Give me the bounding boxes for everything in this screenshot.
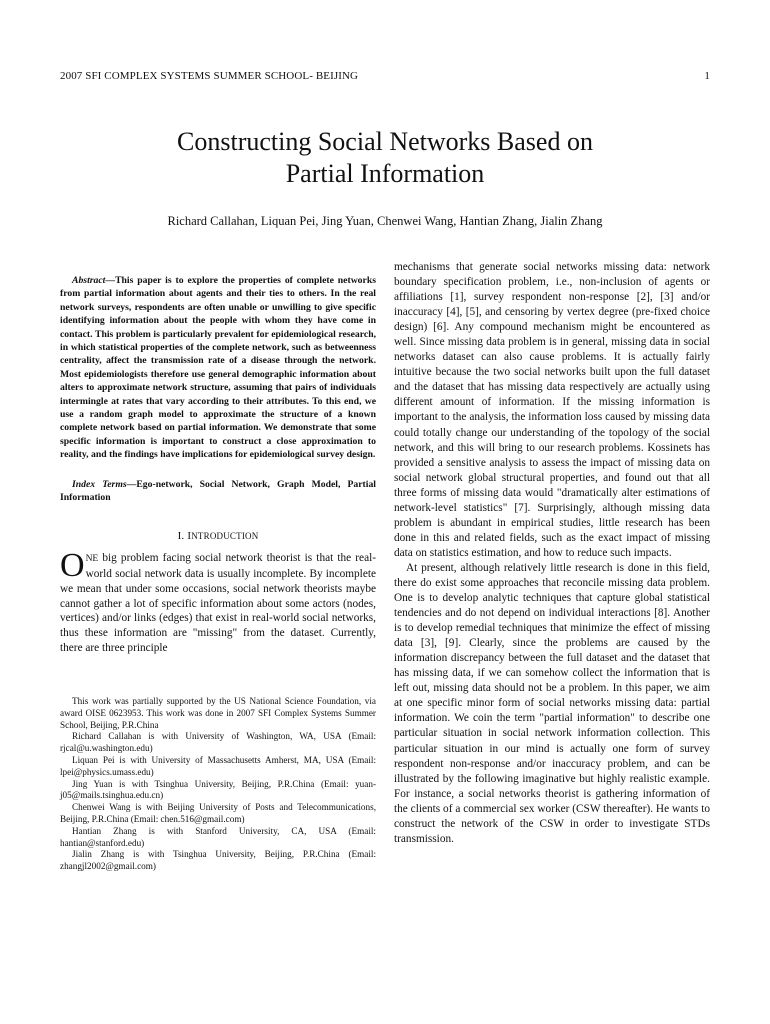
page-number: 1 [704,70,710,82]
running-title: 2007 SFI COMPLEX SYSTEMS SUMMER SCHOOL- BEIJING [60,70,359,82]
section-heading-initial: I [187,529,192,542]
introduction-paragraph [60,547,376,656]
body-paragraph: mechanisms that generate social networks missing data: network boundary specification problem, i.e., non-inclusion of agents or affiliations [1], survey respondent non-response [2], [3] and/or inaccuracy [4], [5], and censoring by vertex degree (pre-fixed choice design) [6]. Any compound mechanism might be encountered as well. Since missing data problem is in general, missing data in social networks dataset can also cause problems. It is actually fairly intuitive because the two social networks built upon the full dataset and the dataset that has missing data respectively are actually using different amount of information. If the missing information is important to the analysis, the information loss caused by missing data could totally change our understanding of the topology of the social network, and this will bring to our research problems. Kossinets has provided a sensitive analysis to assess the impact of missing data on social network global structural properties, and found out that all three forms of missing data would "dramatically alter estimations of network-level statistics" [7]. Surprisingly, although missing data problem is abundant in empirical studies, little research has been done in this and related fields, such as the exact impact of missing data on statistics estimation, and how to reduce such impacts. [394,261,710,559]
abstract-text: —This paper is to explore the properties of complete networks from partial information about agents and their ties to others. In the real network surveys, respondents are often unable or unwilling to give specific identifying information about the people with whom they have come in contact. This problem is particularly prevalent for epidemiological research, in which statistical properties of the complete network, such as betweenness centrality, affect the transmission rate of a disease through the network. Most epidemiologists therefore use general demographic information about alters to approximate network structure, assuming that pairs of individuals intermingle at rates that vary according to their attributes. To this end, we use a random graph model to approximate the structure of a known complete network based on partial information. We demonstrate that some specific information is important to construct a close approximation to reality, and the findings have implications for epidemiological survey design. [60,275,376,461]
index-terms-label: Index Terms [72,478,127,490]
footnote-author-callahan: Richard Callahan is with University of Washington, WA, USA (Email: rjcal@u.washington.edu) [60,731,376,754]
author-list: Richard Callahan, Liquan Pei, Jing Yuan, Chenwei Wang, Hantian Zhang, Jialin Zhang [167,214,603,228]
drop-cap: O [60,547,85,585]
footnote-author-jialin-zhang: Jialin Zhang is with Tsinghua University, Beijing, P.R.China (Email: zhangjl2002@gmail.com) [60,849,376,872]
title-line-1: Constructing Social Networks Based on [177,127,593,156]
right-column [394,260,710,847]
index-terms [60,478,376,505]
body-paragraph: At present, although relatively little research is done in this field, there do exist some approaches that reconcile missing data problem. One is to develop analytic techniques that capture global statistical tendencies and do not depend on individual interactions [8]. Another is to develop remedial techniques that minimize the effect of missing data [3], [9]. Clearly, since the problems are caused by the information discrepancy between the full dataset and the dataset that has missing data, if we can somehow collect the information that is left out, missing data should not be a problem. In this paper, we aim at one specific minor form of social networks missing data: partial information. We coin the term "partial information" to describe one particular situation in social network information collection. This particular situation in our mind is actually one form of survey respondent non-response and/or inaccuracy problem, and can be illustrated by the following imaginative but highly realistic example. For instance, a social networks theorist is gathering information of the clients of a commercial sex worker (CSW thereafter). He wants to construct the network of the CSW in order to investigate STDs transmission. [394,561,710,845]
section-heading-rest: NTRODUCTION [191,530,259,541]
lead-caps: NE [85,554,99,565]
paper-title [60,126,710,190]
footnote-author-pei: Liquan Pei is with University of Massachusetts Amherst, MA, USA (Email: lpei@physics.umass.edu) [60,754,376,777]
section-numeral: I. [177,529,185,542]
section-heading-introduction [60,529,376,544]
footnote-author-yuan: Jing Yuan is with Tsinghua University, Beijing, P.R.China (Email: yuan-j05@mails.tsinghua.edu.cn) [60,778,376,801]
title-line-2: Partial Information [285,159,485,188]
left-column [60,274,376,656]
abstract [60,274,376,462]
footnotes [60,696,376,873]
footnote-funding: This work was partially supported by the US National Science Foundation, via award OISE 0623953. This work was done in 2007 SFI Complex Systems Summer School, Beijing, P.R.China [60,696,376,730]
abstract-label: Abstract [72,275,106,286]
footnote-author-wang: Chenwei Wang is with Beijing University of Posts and Telecommunications, Beijing, P.R.China (Email: chen.516@gmail.com) [60,802,376,824]
introduction-text: big problem facing social network theorist is that the real-world social network data is usually incomplete. By incomplete we mean that under some occasions, social network theorists maybe cannot gather a lot of specific information about some actors (nodes, vertices) and/or links (edges) that exist in real-world social networks, thus these information are "missing" from the dataset. Currently, there are three principle [60,552,376,655]
index-terms-text: —Ego-network, Social Network, Graph Model, Partial Information [60,478,376,504]
footnote-author-hantian-zhang: Hantian Zhang is with Stanford University, CA, USA (Email: hantian@stanford.edu) [60,825,376,848]
running-header [60,70,710,82]
